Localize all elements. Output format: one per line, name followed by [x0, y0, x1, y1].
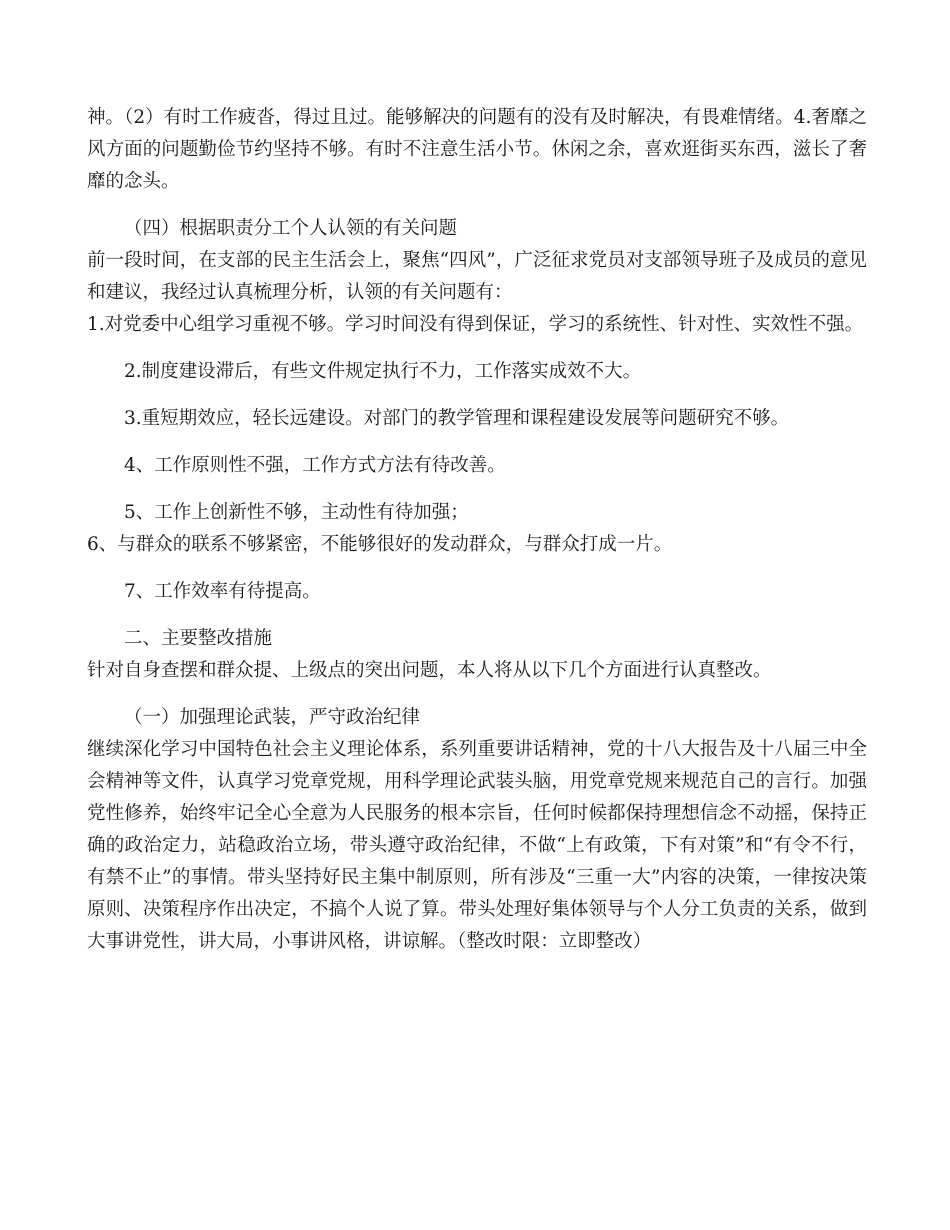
paragraph-intro-issues: 前一段时间，在支部的民主生活会上，聚焦“四风”，广泛征求党员对支部领导班子及成员的意见和建议，我经过认真梳理分析，认领的有关问题有：: [87, 250, 867, 303]
list-item-issue-5: 5、工作上创新性不够，主动性有待加强；: [124, 502, 469, 523]
paragraph-frugality-issues: 神。（2）有时工作疲沓，得过且过。能够解决的问题有的没有及时解决，有畏难情绪。4.奢靡之风方面的问题勤俭节约坚持不够。有时不注意生活小节。休闲之余，喜欢逛街买东西，滋长了奢靡的念头。: [87, 107, 867, 192]
paragraph-rectification-intro: 针对自身查摆和群众提、上级点的突出问题，本人将从以下几个方面进行认真整改。: [87, 660, 772, 681]
section-heading-rectification: 二、主要整改措施: [124, 628, 273, 649]
list-item-issue-4: 4、工作原则性不强，工作方式方法有待改善。: [124, 455, 506, 476]
subsection-heading-theory: （一）加强理论武装，严守政治纪律: [124, 707, 421, 728]
list-item-issue-3: 3.重短期效应，轻长远建设。对部门的教学管理和课程建设发展等问题研究不够。: [124, 408, 790, 429]
section-heading-personal-issues: （四）根据职责分工个人认领的有关问题: [124, 218, 458, 239]
list-item-issue-6: 6、与群众的联系不够紧密，不能够很好的发动群众，与群众打成一片。: [87, 534, 673, 555]
list-item-issue-2: 2.制度建设滞后，有些文件规定执行不力，工作落实成效不大。: [124, 361, 642, 382]
list-item-issue-7: 7、工作效率有待提高。: [124, 581, 321, 602]
paragraph-theory-measures: 继续深化学习中国特色社会主义理论体系，系列重要讲话精神，党的十八大报告及十八届三中全会精神等文件，认真学习党章党规，用科学理论武装头脑，用党章党规来规范自己的言行。加强党性修养，始终牢记全心全意为人民服务的根本宗旨，任何时候都保持理想信念不动摇，保持正确的政治定力，站稳政治立场，带头遵守政治纪律，不做“上有政策，下有对策”和“有令不行，有禁不止”的事情。带头坚持好民主集中制原则，所有涉及“三重一大”内容的决策，一律按决策原则、决策程序作出决定，不搞个人说了算。带头处理好集体领导与个人分工负责的关系，做到大事讲党性，讲大局，小事讲风格，讲谅解。（整改时限：立即整改）: [87, 739, 867, 952]
document-body: [87, 102, 867, 958]
list-item-issue-1: 1.对党委中心组学习重视不够。学习时间没有得到保证，学习的系统性、针对性、实效性不强。: [87, 314, 864, 335]
